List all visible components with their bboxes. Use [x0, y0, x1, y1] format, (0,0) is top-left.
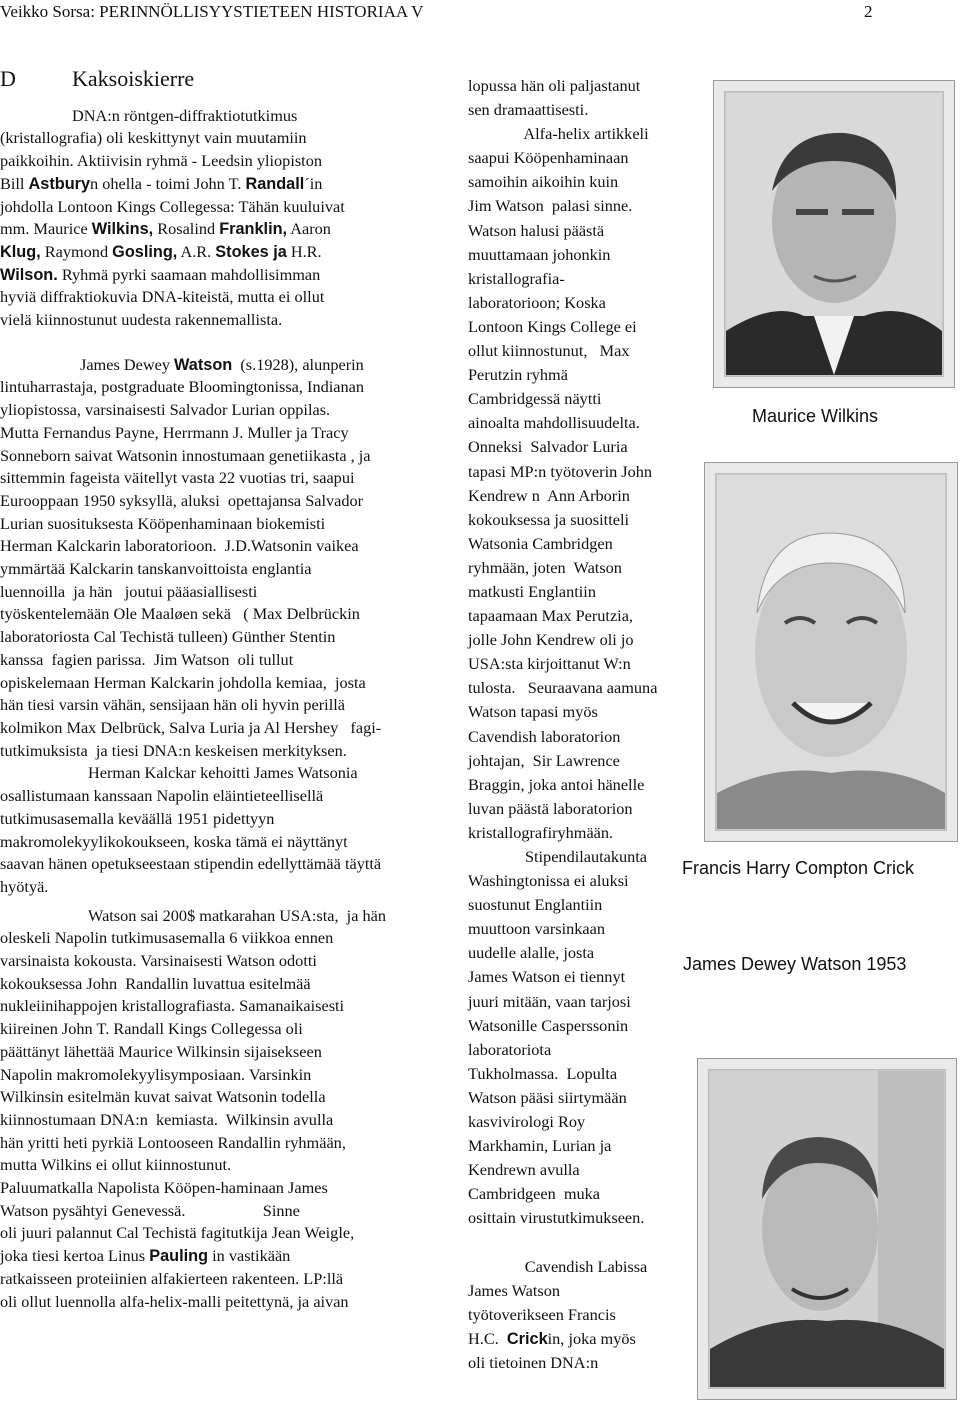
section-title: Kaksoiskierre	[72, 66, 195, 91]
text-line: ratkaisseen proteiinien alfakierteen rakenteen. LP:llä	[0, 1268, 344, 1288]
text-line: Watsonille Casperssonin	[468, 1015, 629, 1035]
caption-james-watson: James Dewey Watson 1953	[683, 954, 907, 974]
text-line: Watson tapasi myös	[468, 702, 598, 722]
text-line: ollut kiinnostunut, Max	[468, 341, 630, 361]
text-line: osittain virustutkimukseen.	[468, 1208, 645, 1228]
paragraph-middle	[468, 74, 704, 1375]
text-line: oli juuri palannut Cal Techistä fagitutkija Jean Weigle,	[0, 1223, 355, 1243]
bold-name: Franklin,	[219, 220, 288, 239]
text-line: kokouksessa ja suositteli	[468, 509, 629, 529]
text-line: varsinaista kokousta. Varsinaisesti Watson odotti	[0, 951, 317, 971]
text-line: lopussa hän oli paljastanut	[468, 76, 641, 95]
section-letter: D	[0, 66, 16, 91]
text-line: kasvivirologi Roy	[468, 1112, 586, 1132]
text-line: Perutzin ryhmä	[468, 365, 568, 385]
text-line: kiinnostumaan DNA:n kemiasta. Wilkinsin avulla	[0, 1109, 334, 1129]
text-line: Cambridgessä näytti	[468, 389, 602, 409]
text-line: Klug, Raymond Gosling, A.R. Stokes ja H.R.	[0, 241, 322, 261]
text-line: saavan hänen opetukseestaan stipendin edellyttämää täyttä	[0, 854, 382, 874]
text-line: kolmikon Max Delbrück, Salva Luria ja Al Hershey fagi-	[0, 717, 382, 737]
text-line	[468, 1231, 704, 1255]
text-line: Sonneborn saivat Watsonin innostumaan genetiikasta , ja	[0, 445, 371, 465]
text-line: Markhamin, Lurian ja	[468, 1136, 612, 1156]
text-line: kristallografia-	[468, 268, 565, 288]
section-heading	[0, 68, 452, 91]
bold-name: Wilkins,	[91, 220, 154, 239]
text-line: kiireinen John T. Randall Kings Collegessa oli	[0, 1019, 303, 1039]
text-line: Cavendish laboratorion	[468, 726, 621, 746]
text-line: opiskelemaan Herman Kalckarin johdolla kemiaa, josta	[0, 672, 366, 692]
text-line: saapui Kööpenhaminaan	[468, 148, 629, 168]
bold-name: Astbury	[28, 174, 91, 193]
text-line: Jim Watson palasi sinne.	[468, 196, 633, 216]
text-line: yliopistossa, varsinaisesti Salvador Lurian oppilas.	[0, 400, 331, 420]
text-line: (kristallografia) oli keskittynyt vain muutamiin	[0, 128, 307, 148]
text-line: Alfa-helix artikkeli	[523, 124, 649, 144]
portrait-crick-image	[705, 463, 957, 841]
text-line: sittemmin fageista väitellyt vasta 22 vuotias tri, saapui	[0, 468, 355, 488]
text-line: laboratoriosta Cal Techistä tulleen) Günther Stentin	[0, 627, 336, 647]
text-line: Herman Kalckar kehoitti James Watsonia	[88, 763, 358, 783]
text-line: työskentelemään Ole Maaløen sekä ( Max Delbrückin	[0, 604, 360, 624]
text-line: Onneksi Salvador Luria	[468, 437, 628, 457]
text-line: oleskeli Napolin tutkimusasemalla 6 viikkoa ennen	[0, 928, 334, 948]
text-line: Watson pysähtyi Genevessä. Sinne	[0, 1200, 300, 1220]
text-line: Wilkinsin esitelmän kuvat saivat Watsonin todella	[0, 1087, 326, 1107]
text-line: Napolin makromolekyylisymposiaan. Varsinkin	[0, 1064, 312, 1084]
bold-name: Wilson.	[0, 265, 58, 284]
text-line: Cambridgeen muka	[468, 1184, 601, 1204]
text-line: laboratorioon; Koska	[468, 292, 606, 312]
text-line: hyviä diffraktiokuvia DNA-kiteistä, mutta ei ollut	[0, 287, 325, 307]
text-line: DNA:n röntgen-diffraktiotutkimus	[72, 105, 298, 125]
text-line: hyötyä.	[0, 876, 49, 896]
text-line: ainoalta mahdollisuudelta.	[468, 413, 640, 433]
text-line: päättänyt lähettää Maurice Wilkinsin sijaisekseen	[0, 1041, 322, 1061]
text-line: johtajan, Sir Lawrence	[468, 750, 620, 770]
text-line: johdolla Lontoon Kings Collegessa: Tähän kuuluivat	[0, 196, 345, 216]
photo-james-watson	[697, 1058, 957, 1400]
text-line: lintuharrastaja, postgraduate Bloomingtonissa, Indianan	[0, 377, 364, 397]
text-line: muuttoon varsinkaan	[468, 919, 606, 939]
text-line: laboratoriota	[468, 1039, 552, 1059]
text-line: muuttamaan johonkin	[468, 244, 611, 264]
text-line: juuri mitään, vaan tarjosi	[468, 991, 631, 1011]
text-line: Paluumatkalla Napolista Kööpen-haminaan James	[0, 1178, 328, 1198]
text-line: hän tiesi varsin vähän, sensijaan hän oli hyvin perillä	[0, 695, 345, 715]
text-line: Washingtonissa ei aluksi	[468, 871, 629, 891]
text-line: tapaamaan Max Perutzia,	[468, 606, 633, 626]
bold-name: Watson	[174, 355, 233, 374]
paragraph-kalckar	[0, 762, 452, 898]
text-line: Eurooppaan 1950 syksyllä, aluksi opettajansa Salvador	[0, 490, 364, 510]
text-line: ymmärtää Kalckarin tanskanvoittoista englantia	[0, 559, 312, 579]
text-line: uudelle alalle, josta	[468, 943, 595, 963]
text-line: USA:sta kirjoittanut W:n	[468, 654, 631, 674]
text-line: suostunut Englantiin	[468, 895, 603, 915]
text-line: Herman Kalckarin laboratorioon. J.D.Watsonin vaikea	[0, 536, 359, 556]
text-line: jolle John Kendrew oli jo	[468, 630, 634, 650]
paragraph-napoli	[0, 905, 452, 1314]
text-line: Watson sai 200$ matkarahan USA:sta, ja hän	[88, 905, 387, 925]
caption-maurice-wilkins: Maurice Wilkins	[752, 406, 879, 426]
text-line: Bill Astburyn ohella - toimi John T. Randall´in	[0, 173, 323, 193]
text-line: tutkimusasemalla keväällä 1951 pidettyyn	[0, 808, 275, 828]
text-line: kokouksessa John Randallin luvattua esitelmää	[0, 973, 311, 993]
page-number: 2	[864, 2, 873, 21]
text-line: Watson halusi päästä	[468, 220, 605, 240]
text-line: James Watson ei tiennyt	[468, 967, 626, 987]
text-line: James Watson	[468, 1280, 560, 1300]
text-line: luvan päästä laboratorion	[468, 798, 633, 818]
text-line: hän yritti heti pyrkiä Lontooseen Randallin ryhmään,	[0, 1132, 346, 1152]
text-line: tulosta. Seuraavana aamuna	[468, 678, 658, 698]
text-line: vielä kiinnostunut uudesta rakennemallista.	[0, 310, 283, 330]
text-line: Watsonia Cambridgen	[468, 533, 613, 553]
middle-column	[468, 74, 704, 1375]
text-line: kanssa fagien parissa. Jim Watson oli tullut	[0, 649, 294, 669]
text-line: kristallografiryhmään.	[468, 822, 614, 842]
text-line: James Dewey Watson (s.1928), alunperin	[80, 354, 364, 374]
bold-name: Klug,	[0, 242, 41, 261]
text-line: Kendrewn avulla	[468, 1160, 580, 1180]
portrait-wilkins-image	[714, 81, 954, 387]
paragraph-watson-bio	[0, 354, 452, 763]
text-line: oli ollut luennolla alfa-helix-malli peitettynä, ja aivan	[0, 1291, 349, 1311]
text-line: mm. Maurice Wilkins, Rosalind Franklin, Aaron	[0, 219, 331, 239]
bold-name: Stokes ja	[215, 242, 287, 261]
text-line: Lontoon Kings College ei	[468, 316, 637, 336]
text-line: tapasi MP:n työtoverin John	[468, 461, 653, 481]
text-line: Tukholmassa. Lopulta	[468, 1063, 618, 1083]
text-line: H.C. Crickin, joka myös	[468, 1328, 636, 1348]
bold-name: Randall	[245, 174, 305, 193]
text-line: mutta Wilkins ei ollut kiinnostunut.	[0, 1155, 232, 1175]
text-line: Lurian suosituksesta Kööpenhaminaan biokemisti	[0, 513, 326, 533]
text-line: sen dramaattisesti.	[468, 100, 589, 120]
text-line: makromolekyylikokoukseen, koska tämä ei näyttänyt	[0, 831, 348, 851]
caption-francis-crick: Francis Harry Compton Crick	[682, 858, 915, 878]
running-header: Veikko Sorsa: PERINNÖLLISYYSTIETEEN HISTORIAA V	[0, 2, 424, 21]
text-line: samoihin aikoihin kuin	[468, 172, 619, 192]
bold-name: Gosling,	[112, 242, 178, 261]
text-line: osallistumaan kanssaan Napolin eläintieteellisellä	[0, 786, 324, 806]
bold-name: Pauling	[149, 1247, 209, 1266]
bold-name: Crick	[506, 1329, 548, 1348]
text-line: nukleiinihappojen kristallografiasta. Samanaikaisesti	[0, 996, 345, 1016]
text-line: paikkoihin. Aktiivisin ryhmä - Leedsin yliopiston	[0, 151, 322, 171]
photo-francis-crick	[704, 462, 958, 842]
text-line: Watson pääsi siirtymään	[468, 1087, 627, 1107]
text-line: Kendrew n Ann Arborin	[468, 485, 630, 505]
text-line: Stipendilautakunta	[524, 847, 648, 866]
text-line: matkusti Englantiin	[468, 581, 596, 601]
text-line: Braggin, joka antoi hänelle	[468, 774, 645, 794]
text-line: joka tiesi kertoa Linus Pauling in vastikään	[0, 1246, 291, 1266]
left-column	[0, 62, 452, 1313]
text-line: luennoilla ja hän joutui pääasiallisesti	[0, 581, 258, 601]
text-line: Wilson. Ryhmä pyrki saamaan mahdollisimman	[0, 264, 321, 284]
text-line: Cavendish Labissa	[524, 1256, 648, 1276]
text-line: oli tietoinen DNA:n	[468, 1352, 599, 1372]
text-line: työtoverikseen Francis	[468, 1304, 616, 1324]
text-line: Mutta Fernandus Payne, Herrmann J. Muller ja Tracy	[0, 422, 349, 442]
text-line: ryhmään, joten Watson	[468, 557, 622, 577]
text-line: tutkimuksista ja tiesi DNA:n keskeisen merkityksen.	[0, 740, 347, 760]
paragraph-research-groups	[0, 105, 452, 332]
photo-maurice-wilkins	[713, 80, 955, 388]
portrait-watson-image	[698, 1059, 956, 1399]
